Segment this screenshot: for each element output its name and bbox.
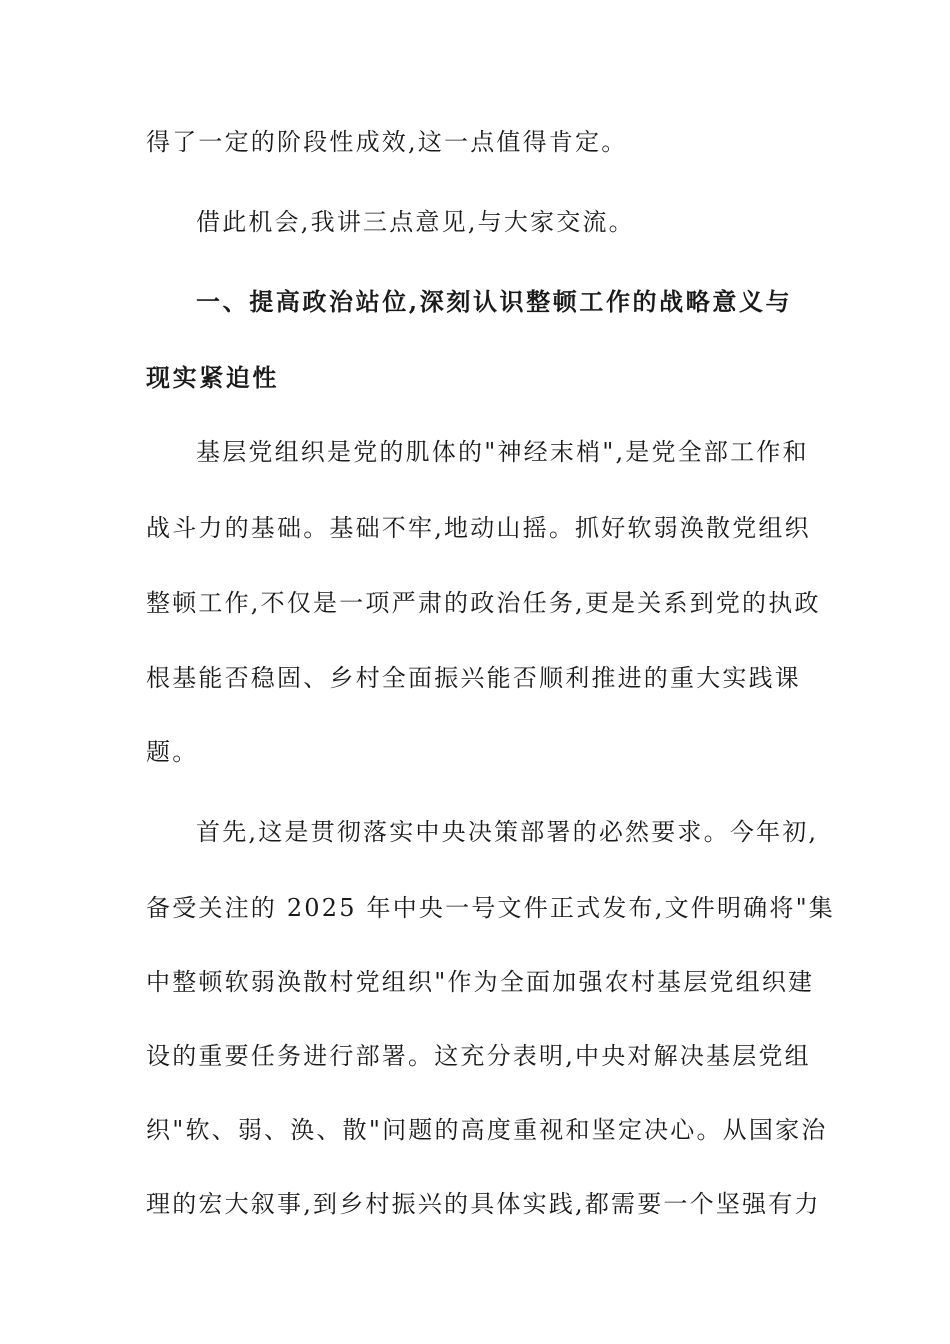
text-line-5: 基层党组织是党的肌体的"神经末梢",是党全部工作和 [196, 438, 809, 466]
text-line-8: 根基能否稳固、乡村全面振兴能否顺利推进的重大实践课 [146, 664, 801, 692]
text-line-9: 题。 [146, 738, 199, 766]
text-line-10: 首先,这是贯彻落实中央决策部署的必然要求。今年初, [196, 818, 819, 846]
text-line-11: 备受关注的 2025 年中央一号文件正式发布,文件明确将"集 [146, 894, 836, 922]
text-line-2: 借此机会,我讲三点意见,与大家交流。 [196, 208, 635, 236]
text-line-12: 中整顿软弱涣散村党组织"作为全面加强农村基层党组织建 [146, 968, 815, 996]
text-line-15: 理的宏大叙事,到乡村振兴的具体实践,都需要一个坚强有力 [146, 1190, 821, 1218]
text-line-7: 整顿工作,不仅是一项严肃的政治任务,更是关系到党的执政 [146, 589, 821, 617]
text-line-6: 战斗力的基础。基础不牢,地动山摇。抓好软弱涣散党组织 [146, 514, 811, 542]
text-line-1: 得了一定的阶段性成效,这一点值得肯定。 [146, 128, 628, 156]
section-heading-line-1: 一、提高政治站位,深刻认识整顿工作的战略意义与 [196, 287, 793, 316]
section-heading-line-2: 现实紧迫性 [146, 363, 279, 392]
text-line-13: 设的重要任务进行部署。这充分表明,中央对解决基层党组 [146, 1042, 811, 1070]
text-line-14: 织"软、弱、涣、散"问题的高度重视和坚定决心。从国家治 [146, 1116, 828, 1144]
